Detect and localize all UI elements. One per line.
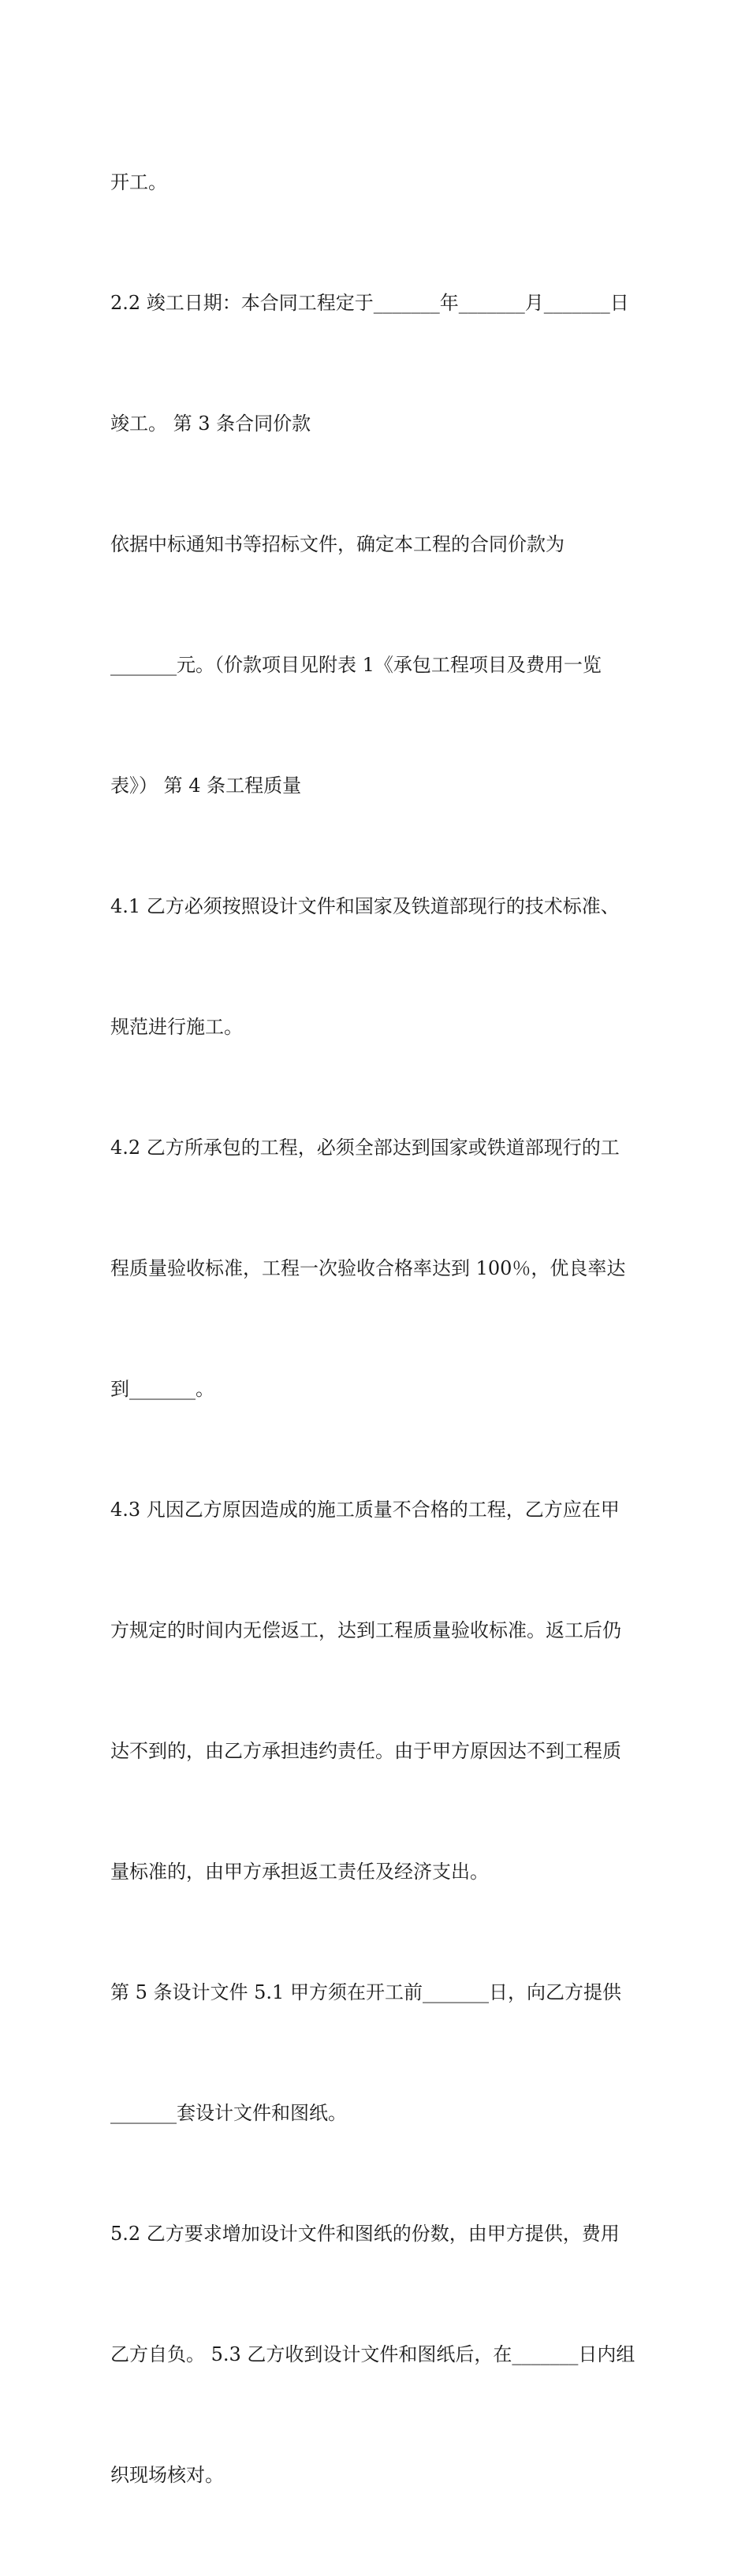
text-line: 第 5 条设计文件 5.1 甲方须在开工前_______日，向乙方提供	[110, 1981, 621, 2003]
text-line: 4.1 乙方必须按照设计文件和国家及铁道部现行的技术标准、	[110, 895, 620, 917]
text-line: 4.2 乙方所承包的工程，必须全部达到国家或铁道部现行的工	[110, 1137, 620, 1159]
text-line: 开工。	[110, 171, 167, 193]
text-line: 表》） 第 4 条工程质量	[110, 775, 302, 797]
text-line: 乙方自负。 5.3 乙方收到设计文件和图纸后，在_______日内组	[110, 2343, 635, 2365]
text-line: 方规定的时间内无偿返工，达到工程质量验收标准。返工后仍	[110, 1619, 621, 1641]
text-line: 达不到的，由乙方承担违约责任。由于甲方原因达不到工程质	[110, 1740, 621, 1762]
text-line: 竣工。 第 3 条合同价款	[110, 413, 311, 435]
contract-text-body	[110, 82, 647, 2576]
text-line: _______套设计文件和图纸。	[110, 2102, 347, 2124]
text-line: 4.3 凡因乙方原因造成的施工质量不合格的工程，乙方应在甲	[110, 1499, 620, 1521]
text-line: 程质量验收标准，工程一次验收合格率达到 100％，优良率达	[110, 1257, 626, 1279]
text-line: 规范进行施工。	[110, 1016, 243, 1038]
text-line: _______元。（价款项目见附表 1《承包工程项目及费用一览	[110, 654, 602, 676]
text-line: 织现场核对。	[110, 2464, 224, 2486]
text-line: 到_______。	[110, 1378, 214, 1400]
text-line: 量标准的，由甲方承担返工责任及经济支出。	[110, 1861, 489, 1883]
text-line: 5.2 乙方要求增加设计文件和图纸的份数，由甲方提供，费用	[110, 2223, 620, 2245]
text-line: 依据中标通知书等招标文件，确定本工程的合同价款为	[110, 533, 565, 555]
text-line: 2.2 竣工日期：本合同工程定于_______年_______月_______日	[110, 292, 629, 314]
